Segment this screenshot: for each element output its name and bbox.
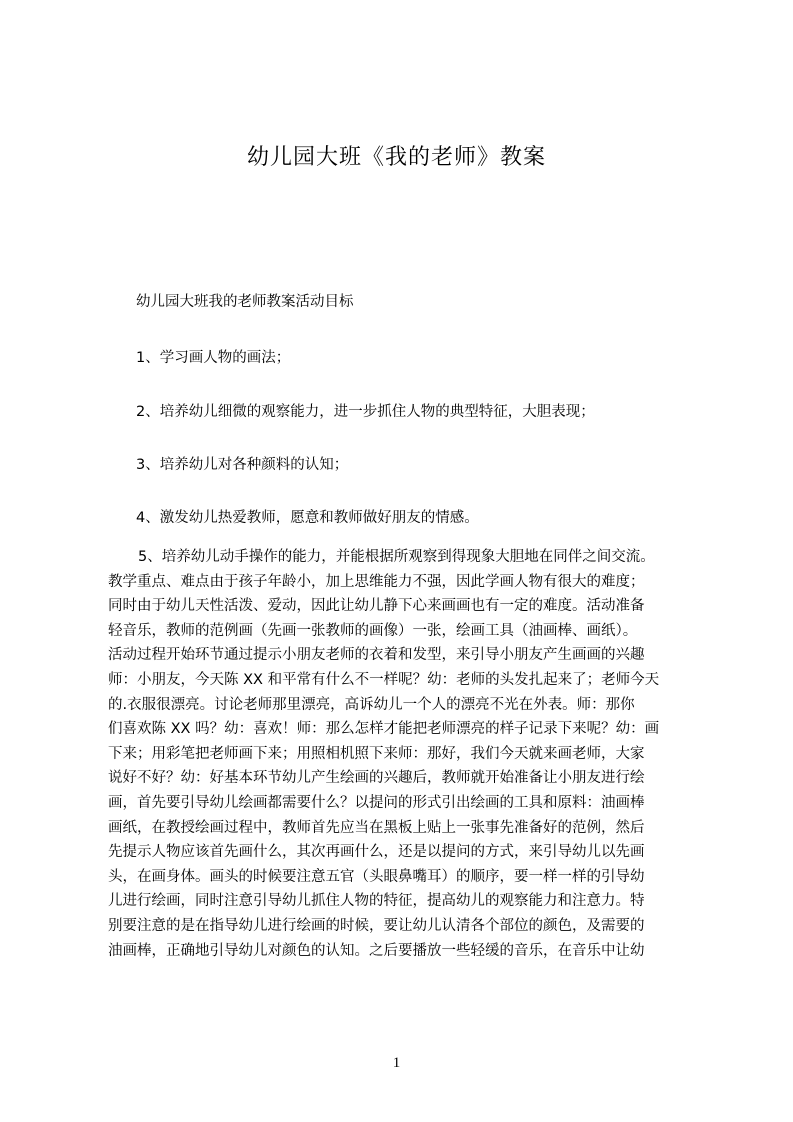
body-line: 师：小朋友，今天陈 XX 和平常有什么不一样呢？幼：老师的头发扎起来了；老师今天: [108, 671, 660, 688]
body-line: 教学重点、难点由于孩子年龄小，加上思维能力不强，因此学画人物有很大的难度；: [108, 573, 645, 590]
body-line: 同时由于幼儿天性活泼、爱动，因此让幼儿静下心来画画也有一定的难度。活动准备: [108, 598, 645, 615]
objective-item-1: 1、学习画人物的画法；: [136, 350, 291, 366]
body-line: 画纸，在教授绘画过程中，教师首先应当在黑板上贴上一张事先准备好的范例，然后: [108, 819, 645, 836]
body-line: 画，首先要引导幼儿绘画都需要什么？以提问的形式引出绘画的工具和原料：油画棒: [108, 794, 645, 811]
page-number: 1: [392, 1055, 401, 1071]
body-line: 活动过程开始环节通过提示小朋友老师的衣着和发型，来引导小朋友产生画画的兴趣: [108, 647, 645, 664]
body-line: 说好不好？幼：好基本环节幼儿产生绘画的兴趣后，教师就开始准备让小朋友进行绘: [108, 770, 645, 787]
lesson-body-text: [108, 545, 698, 963]
body-line: 的.衣服很漂亮。讨论老师那里漂亮，高诉幼儿一个人的漂亮不光在外表。师：那你: [108, 696, 635, 713]
section-heading-objectives: 幼儿园大班我的老师教案活动目标: [136, 294, 354, 310]
body-line: 别要注意的是在指导幼儿进行绘画的时候，要让幼儿认清各个部位的颜色，及需要的: [108, 917, 645, 934]
body-line: 们喜欢陈 XX 吗？幼：喜欢！师：那么怎样才能把老师漂亮的样子记录下来呢？幼：画: [108, 721, 660, 738]
body-line: 儿进行绘画，同时注意引导幼儿抓住人物的特征，提高幼儿的观察能力和注意力。特: [108, 893, 645, 910]
body-line: 先提示人物应该首先画什么，其次再画什么，还是以提问的方式，来引导幼儿以先画: [108, 844, 645, 861]
body-line: 头，在画身体。画头的时候要注意五官（头眼鼻嘴耳）的顺序，要一样一样的引导幼: [108, 868, 645, 885]
body-line: 轻音乐，教师的范例画（先画一张教师的画像）一张，绘画工具（油画棒、画纸）。: [108, 622, 638, 639]
page-title: 幼儿园大班《我的老师》教案: [246, 145, 546, 170]
body-line: 油画棒，正确地引导幼儿对颜色的认知。之后要播放一些轻缓的音乐，在音乐中让幼: [108, 942, 645, 959]
objective-item-4: 4、激发幼儿热爱教师，愿意和教师做好朋友的情感。: [136, 510, 479, 526]
body-line: 5、培养幼儿动手操作的能力，并能根据所观察到得现象大胆地在同伴之间交流。: [138, 549, 655, 565]
objective-item-3: 3、培养幼儿对各种颜料的认知；: [136, 457, 349, 473]
body-line: 下来；用彩笔把老师画下来；用照相机照下来师：那好，我们今天就来画老师，大家: [108, 745, 645, 762]
objective-item-2: 2、培养幼儿细微的观察能力，进一步抓住人物的典型特征，大胆表现；: [136, 404, 595, 420]
